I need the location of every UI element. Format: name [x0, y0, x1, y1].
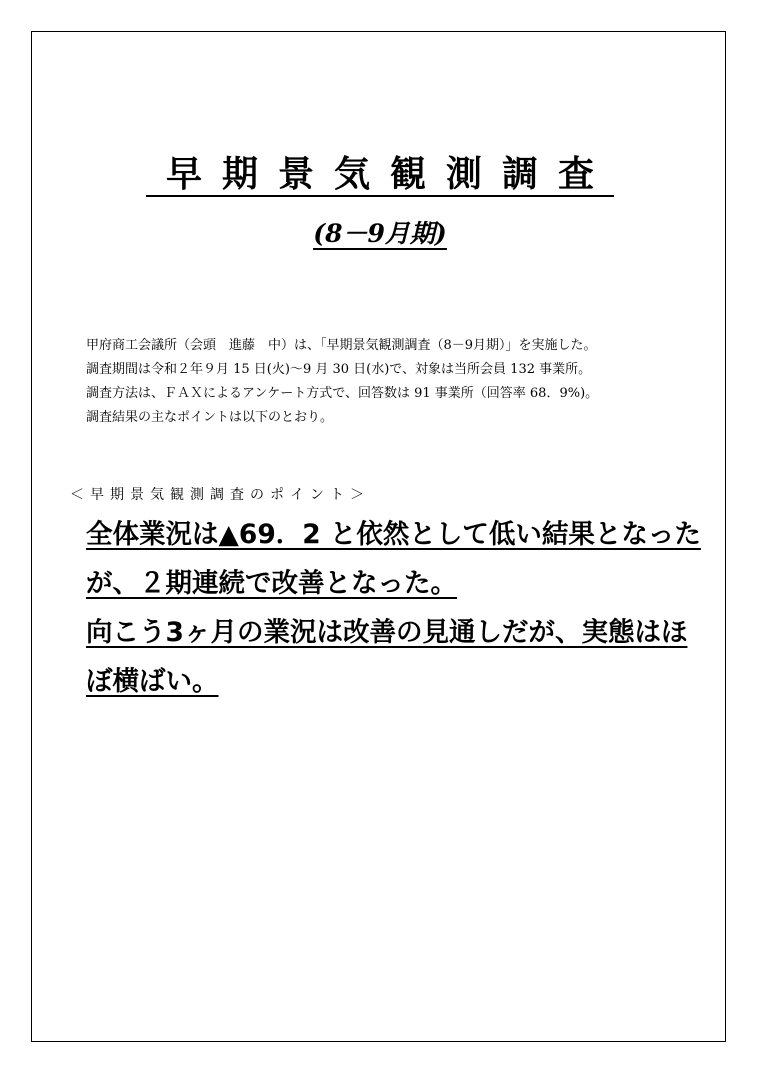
points-line: 向こう3ヶ月の業況は改善の見通しだが、実態はほ	[86, 617, 688, 648]
intro-paragraph	[86, 334, 706, 430]
document-title-text: 早期景気観測調査	[146, 153, 614, 197]
document-title	[0, 150, 760, 198]
intro-line: 甲府商工会議所（会頭 進藤 中）は、「早期景気観測調査（8－9月期）」を実施した。	[86, 338, 597, 353]
document-subtitle-text: (8－9月期)	[313, 219, 447, 248]
points-heading: ＜早期景気観測調査のポイント＞	[70, 487, 370, 503]
document-subtitle	[0, 216, 760, 252]
points-line: 全体業況は▲69．2 と依然として低い結果となった	[86, 519, 701, 550]
points-summary	[86, 510, 706, 706]
intro-line: 調査期間は令和２年９月 15 日(火)～9 月 30 日(水)で、対象は当所会員 132 事業所。	[86, 362, 592, 377]
intro-line: 調査方法は、ＦＡＸによるアンケート方式で、回答数は 91 事業所（回答率 68．9%)。	[86, 386, 599, 401]
points-line: が、２期連続で改善となった。	[86, 568, 457, 599]
points-line: ぼ横ばい。	[86, 666, 219, 697]
intro-line: 調査結果の主なポイントは以下のとおり。	[86, 410, 334, 425]
